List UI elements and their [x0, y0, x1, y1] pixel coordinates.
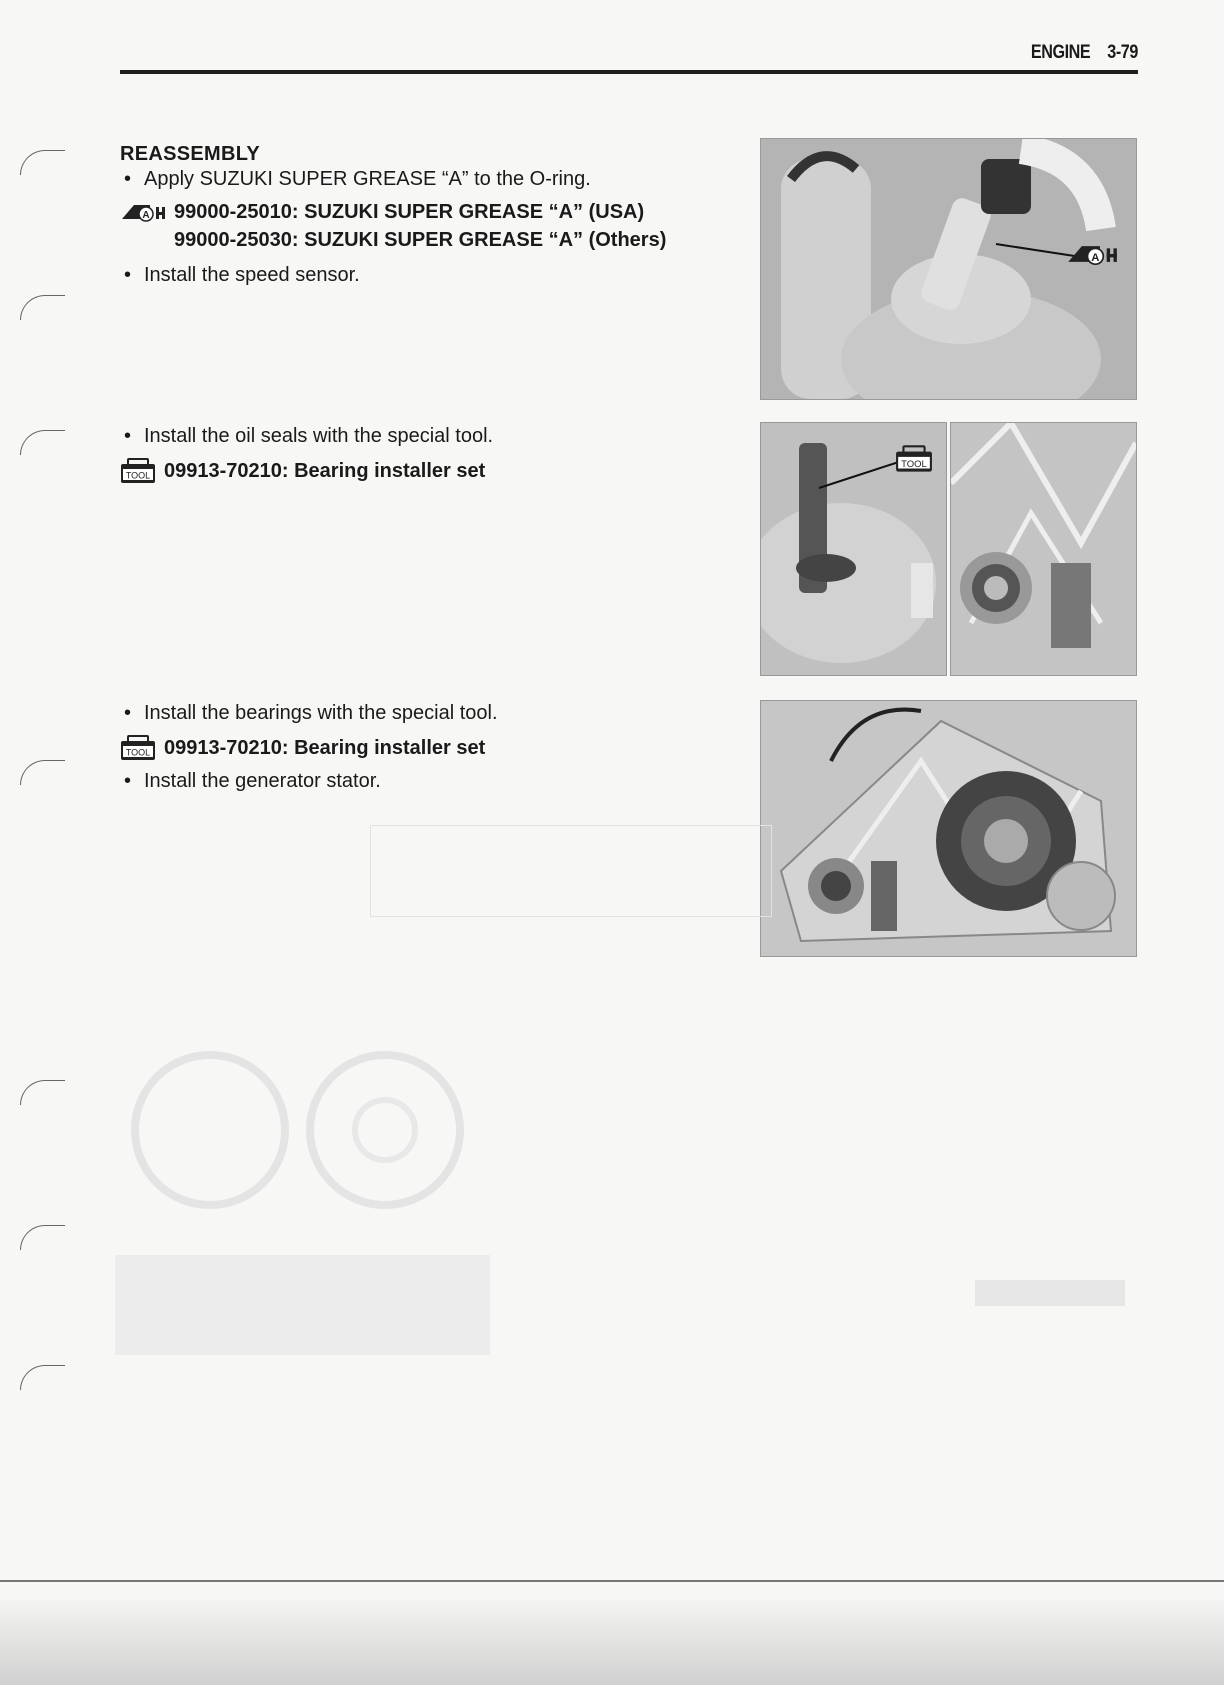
photo-oil-seal-tool: [760, 422, 947, 676]
tool-icon-label: TOOL: [125, 747, 151, 758]
grease-icon: [120, 201, 166, 223]
grease-spec-row: [120, 198, 666, 254]
page-header: [1031, 42, 1138, 64]
show-through-warning: [975, 1280, 1125, 1306]
show-through-drawing: [130, 1020, 490, 1220]
footer-rule: [0, 1580, 1224, 1582]
binder-mark: [20, 1365, 65, 1390]
binder-mark: [20, 430, 65, 455]
grease-icon-letter: A: [1091, 251, 1100, 264]
binder-mark: [20, 150, 65, 175]
binder-mark: [20, 760, 65, 785]
photo-speed-sensor: [760, 138, 1137, 400]
show-through-table: [370, 825, 772, 917]
binder-mark: [20, 1225, 65, 1250]
bearing-block: [120, 700, 498, 794]
tool-icon: [895, 445, 933, 473]
reassembly-block: [120, 143, 666, 288]
scan-shadow: [0, 1600, 1224, 1685]
grease-spec-usa: 99000-25010: SUZUKI SUPER GREASE “A” (USA): [174, 201, 645, 223]
tool-icon: [120, 735, 156, 761]
photo-generator-stator: [760, 700, 1137, 957]
step-install-bearings: • Install the bearings with the special tool.: [120, 700, 498, 726]
oil-seal-block: [120, 423, 493, 485]
tool-spec-row: [120, 457, 493, 485]
grease-icon-letter: A: [142, 210, 150, 221]
tool-icon: [120, 458, 156, 484]
tool-spec-bearings: 09913-70210: Bearing installer set: [164, 737, 486, 759]
step-install-oil-seals: • Install the oil seals with the special tool.: [120, 423, 493, 449]
reassembly-title: REASSEMBLY: [120, 143, 261, 165]
show-through-photo: [115, 1255, 490, 1355]
grease-icon: [1066, 241, 1118, 267]
step-install-generator-stator: • Install the generator stator.: [120, 768, 498, 794]
header-page-number: 3-79: [1107, 42, 1138, 63]
tool-icon-label: TOOL: [125, 470, 151, 481]
binder-mark: [20, 1080, 65, 1105]
step-apply-grease: • Apply SUZUKI SUPER GREASE “A” to the O-ring.: [120, 166, 666, 192]
step-install-speed-sensor: • Install the speed sensor.: [120, 262, 666, 288]
header-section: ENGINE: [1030, 42, 1091, 63]
photo-oil-seal-installed: [950, 422, 1137, 676]
grease-spec-others: 99000-25030: SUZUKI SUPER GREASE “A” (Others): [174, 229, 667, 251]
tool-spec-oil-seals: 09913-70210: Bearing installer set: [164, 460, 486, 482]
tool-icon-label: TOOL: [901, 458, 927, 470]
tool-spec-row: [120, 734, 498, 762]
binder-mark: [20, 295, 65, 320]
header-rule: [120, 70, 1138, 74]
